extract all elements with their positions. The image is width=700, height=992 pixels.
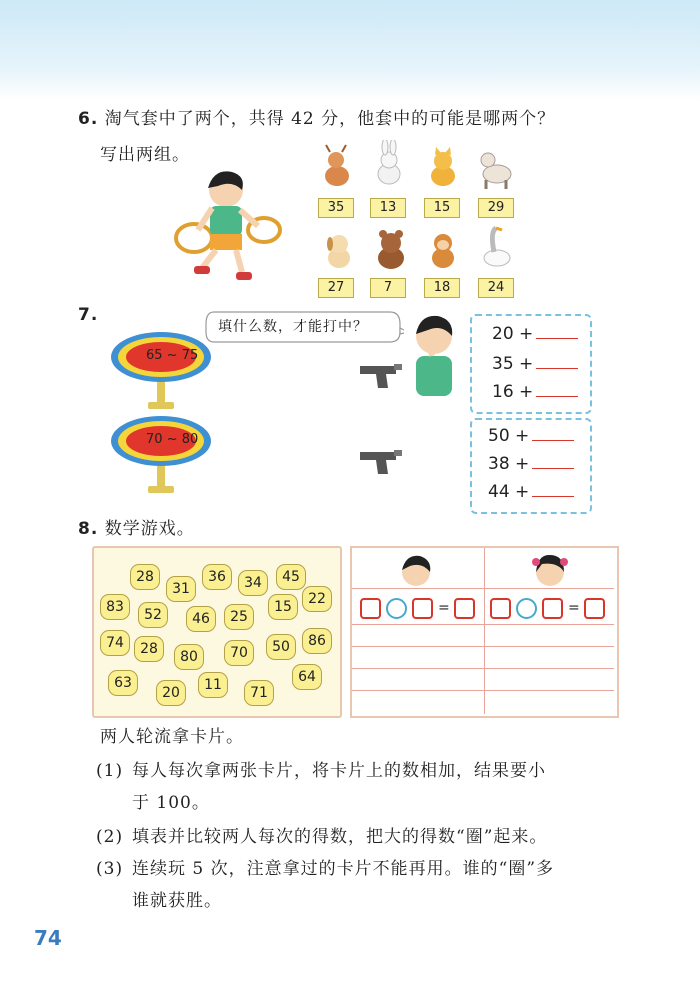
rule1-line2: 于 100。 <box>132 793 210 813</box>
dog-icon <box>316 226 362 272</box>
score-card: 24 <box>478 278 514 298</box>
goat-icon <box>474 144 520 190</box>
result-slot[interactable] <box>584 598 605 619</box>
table-line <box>352 690 614 691</box>
table-line <box>352 668 614 669</box>
number-card[interactable]: 74 <box>100 630 130 656</box>
number-card[interactable]: 36 <box>202 564 232 590</box>
rule3-line1: 连续玩 5 次，注意拿过的卡片不能再用。谁的“圈”多 <box>132 859 555 879</box>
toy-gun-icon <box>358 446 406 476</box>
number-card[interactable]: 22 <box>302 586 332 612</box>
bear-icon <box>368 226 414 272</box>
answer-blank[interactable] <box>536 382 578 397</box>
boy-with-rings-illustration <box>158 168 288 286</box>
equation-row <box>488 426 574 446</box>
target2-range: 70 ~ 80 <box>146 432 199 447</box>
q6-text-line1: 淘气套中了两个，共得 42 分，他套中的可能是哪两个？ <box>104 109 556 129</box>
q7-number: 7. <box>78 305 99 325</box>
score-card: 13 <box>370 198 406 218</box>
number-card[interactable]: 20 <box>156 680 186 706</box>
equation-row <box>492 324 578 344</box>
number-slot[interactable] <box>360 598 381 619</box>
number-card[interactable]: 83 <box>100 594 130 620</box>
rule2-line1: 填表并比较两人每次的得数，把大的得数“圈”起来。 <box>132 827 548 847</box>
equals-sign: = <box>438 600 450 616</box>
goose-icon <box>474 222 520 268</box>
number-card[interactable]: 15 <box>268 594 298 620</box>
number-card[interactable]: 11 <box>198 672 228 698</box>
equation-row <box>492 354 578 374</box>
number-card[interactable]: 45 <box>276 564 306 590</box>
equation-row <box>488 454 574 474</box>
number-slot[interactable] <box>490 598 511 619</box>
deer-icon <box>314 144 360 190</box>
rule3-number: (3) <box>96 859 124 879</box>
equals-sign: = <box>568 600 580 616</box>
rule3-line2: 谁就获胜。 <box>132 891 222 911</box>
number-slot[interactable] <box>542 598 563 619</box>
number-card[interactable]: 28 <box>134 636 164 662</box>
score-card: 29 <box>478 198 514 218</box>
toy-gun-icon <box>358 360 406 390</box>
answer-blank[interactable] <box>532 482 574 497</box>
number-card[interactable]: 50 <box>266 634 296 660</box>
equation-text: 16 + <box>492 382 534 402</box>
number-card[interactable]: 28 <box>130 564 160 590</box>
answer-blank[interactable] <box>536 324 578 339</box>
number-card[interactable]: 63 <box>108 670 138 696</box>
rule1-number: (1) <box>96 761 124 781</box>
thinking-boy-illustration <box>404 312 464 398</box>
equation-row <box>488 482 574 502</box>
number-card[interactable]: 46 <box>186 606 216 632</box>
boy-avatar <box>396 552 436 588</box>
q6-line1 <box>78 108 555 130</box>
rule2-number: (2) <box>96 827 124 847</box>
operator-slot[interactable] <box>386 598 407 619</box>
q6-text-line2: 写出两组。 <box>100 145 190 165</box>
number-card[interactable]: 80 <box>174 644 204 670</box>
header-band <box>0 0 700 100</box>
q8-heading <box>78 518 195 540</box>
number-slot[interactable] <box>412 598 433 619</box>
score-card: 18 <box>424 278 460 298</box>
table-line <box>352 646 614 647</box>
answer-blank[interactable] <box>532 454 574 469</box>
equation-text: 38 + <box>488 454 530 474</box>
number-card[interactable]: 25 <box>224 604 254 630</box>
q8-intro: 两人轮流拿卡片。 <box>100 727 244 747</box>
equation-text: 44 + <box>488 482 530 502</box>
number-card[interactable]: 71 <box>244 680 274 706</box>
q6-number: 6. <box>78 109 99 129</box>
number-card[interactable]: 52 <box>138 602 168 628</box>
q8-number: 8. <box>78 519 99 539</box>
table-line <box>352 588 614 589</box>
target1-range: 65 ~ 75 <box>146 348 199 363</box>
answer-blank[interactable] <box>532 426 574 441</box>
equation-text: 50 + <box>488 426 530 446</box>
speech-text: 填什么数，才能打中？ <box>218 319 368 335</box>
score-card: 35 <box>318 198 354 218</box>
rule1-line1: 每人每次拿两张卡片，将卡片上的数相加，结果要小 <box>132 761 546 781</box>
equation-row <box>492 382 578 402</box>
number-card[interactable]: 64 <box>292 664 322 690</box>
score-card: 15 <box>424 198 460 218</box>
number-card[interactable]: 70 <box>224 640 254 666</box>
target-sign <box>108 330 214 412</box>
number-card[interactable]: 86 <box>302 628 332 654</box>
score-card: 27 <box>318 278 354 298</box>
girl-avatar <box>530 552 570 588</box>
result-slot[interactable] <box>454 598 475 619</box>
equation-text: 35 + <box>492 354 534 374</box>
number-card[interactable]: 31 <box>166 576 196 602</box>
equation-text: 20 + <box>492 324 534 344</box>
score-card: 7 <box>370 278 406 298</box>
page-number: 74 <box>34 926 62 950</box>
operator-slot[interactable] <box>516 598 537 619</box>
cat-icon <box>420 144 466 190</box>
number-card[interactable]: 34 <box>238 570 268 596</box>
table-line <box>352 624 614 625</box>
rabbit-icon <box>366 140 412 186</box>
monkey-icon <box>420 226 466 272</box>
q8-title: 数学游戏。 <box>104 519 195 539</box>
answer-blank[interactable] <box>536 354 578 369</box>
target-sign <box>108 414 214 496</box>
